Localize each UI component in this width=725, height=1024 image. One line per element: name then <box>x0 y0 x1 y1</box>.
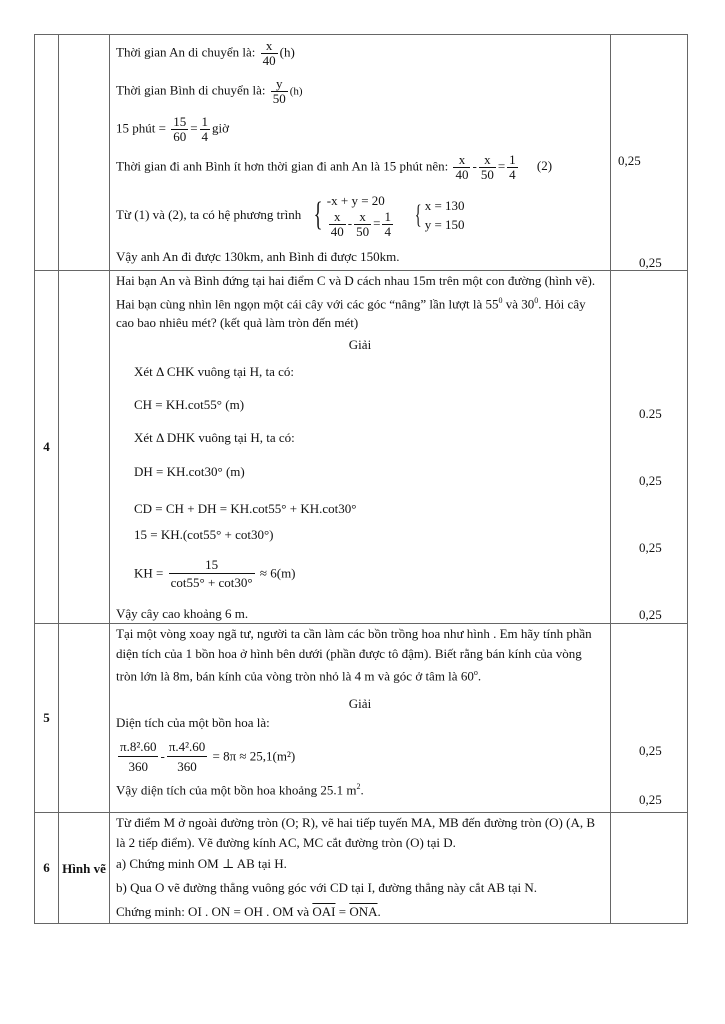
conclusion: Vậy cây cao khoảng 6 m. <box>116 606 249 621</box>
question-text: Hai bạn An và Bình đứng tại hai điểm C và D cách nhau 15m trên một con đường (hình vẽ). Hai bạn cùng nhìn lên ngọn một cái cây với các góc “nâng” lần lượt là $55^0$ và $30^0$. Hỏi cây cao bao nhiêu mét? (kết quả làm tròn đến mét) <box>116 273 596 331</box>
sub-label-cell <box>59 271 110 624</box>
solution-cell <box>110 624 611 813</box>
sub-label-cell <box>59 35 110 271</box>
fraction: $\frac{x}{40}$ <box>262 38 276 68</box>
step: Xét Δ DHK vuông tại H, ta có: <box>134 430 295 445</box>
left-brace-icon: { <box>314 196 324 233</box>
score-cell <box>611 624 688 813</box>
step-area-formula: $\frac{\text{π.8².60}}{360}$ - $\frac{\text{π.4².60}}{360}$ = 8π ≈ 25,1(m²) <box>120 739 296 774</box>
table-row <box>35 271 688 624</box>
score: 0,25 <box>639 743 662 758</box>
fraction: $\frac{1}{4}$ <box>509 152 516 182</box>
step: DH = KH.cot30° (m) <box>134 464 245 479</box>
score: 0,25 <box>639 255 662 270</box>
line-equation-2: Thời gian đi anh Bình ít hơn thời gian đi anh An là 15 phút nên: $\frac{x}{40}$ - $\frac{x}{50}$ = $\frac{1}{4}$ (2) <box>116 152 553 182</box>
line-15-minutes: 15 phút = $\frac{15}{60}$ = $\frac{1}{4}$ giờ <box>116 114 230 144</box>
score: 0,25 <box>639 792 662 807</box>
conclusion: Vậy diện tích của một bồn hoa khoảng 25.1 $m^2$. <box>116 782 364 798</box>
part-b: b) Qua O vẽ đường thẳng vuông góc với CD tại I, đường thẳng này cắt AB tại N. <box>116 880 538 895</box>
question-number: 5 <box>35 624 59 813</box>
table-row <box>35 35 688 271</box>
fraction: $\frac{15}{60}$ <box>173 114 187 144</box>
score: 0.25 <box>639 406 662 421</box>
fraction: $\frac{1}{4}$ <box>201 114 209 144</box>
part-c: Chứng minh: OI . ON = OH . OM và $\overline{OAI} = \overline{ONA}$. <box>116 904 381 919</box>
line-time-an: Thời gian An di chuyển là: $\frac{x}{40}$ (h) <box>116 38 295 68</box>
table-row <box>35 624 688 813</box>
score: 0,25 <box>639 473 662 488</box>
fraction: $\frac{x}{50}$ <box>480 152 494 182</box>
solution-heading: Giải <box>348 696 372 711</box>
answer-table <box>34 34 688 924</box>
step: CD = CH + DH = KH.cot55° + KH.cot30° <box>134 501 357 516</box>
solution-cell <box>110 271 611 624</box>
arc-angle: $\overline{ONA}$ <box>349 904 378 919</box>
system-2: x = 130 y = 150 <box>424 198 465 232</box>
step: 15 = KH.(cot55° + cot30°) <box>134 527 274 542</box>
left-brace-icon: { <box>415 200 422 229</box>
score: 0,25 <box>639 607 662 622</box>
question-text: Tại một vòng xoay ngã tư, người ta cần làm các bồn trồng hoa như hình . Em hãy tính phần diện tích của 1 bồn hoa ở hình bên dưới (phần được tô đậm). Biết rằng bán kính của vòng tròn lớn là 8m, bán kính của vòng tròn nhỏ là 4 m và góc ở tâm là 60$^o$. <box>116 626 592 684</box>
arc-angle: $\overline{OAI}$ <box>312 904 336 919</box>
score: 0,25 <box>639 540 662 555</box>
table-row <box>35 813 688 924</box>
line-conclusion: Vậy anh An đi được 130km, anh Bình đi được 150km. <box>116 249 400 264</box>
line-system: Từ (1) và (2), ta có hệ phương trình { -x + y = 20 $\frac{x}{40}$ - $\frac{x}{50}$ = $\frac{1}{4}$ { x = 130 y = 150 <box>116 193 465 239</box>
sub-label: Hình vẽ <box>59 813 110 924</box>
question-number-cell <box>35 35 59 271</box>
step: Xét Δ CHK vuông tại H, ta có: <box>134 364 295 379</box>
question-number: 4 <box>35 271 59 624</box>
question-text: Từ điểm M ở ngoài đường tròn (O; R), vẽ hai tiếp tuyến MA, MB đến đường tròn (O) (A, B là 2 tiếp điểm). Vẽ đường kính AC, MC cắt đường tròn (O) tại D. <box>116 815 596 850</box>
step: Diện tích của một bồn hoa là: <box>116 715 270 730</box>
sub-label-cell <box>59 624 110 813</box>
line-time-binh: Thời gian Bình di chuyển là: $\frac{y}{50}$ (h) <box>116 76 303 106</box>
fraction: $\frac{y}{50}$ <box>272 76 286 106</box>
score: 0,25 <box>618 153 641 168</box>
step-kh-formula: KH = $\frac{15}{\cot 55^\circ + \cot 30^\circ}$ ≈ 6(m) <box>134 557 296 590</box>
score-cell <box>611 271 688 624</box>
score-cell <box>611 35 688 271</box>
system-1: -x + y = 20 $\frac{x}{40}$ - $\frac{x}{50}$ = $\frac{1}{4}$ <box>326 193 391 239</box>
part-a: a) Chứng minh OM ⊥ AB tại H. <box>116 856 287 871</box>
question-number: 6 <box>35 813 59 924</box>
score-cell <box>611 813 688 924</box>
step: CH = KH.cot55° (m) <box>134 397 245 412</box>
solution-cell <box>110 35 611 271</box>
fraction: $\frac{x}{40}$ <box>455 152 469 182</box>
solution-cell <box>110 813 611 924</box>
solution-heading: Giải <box>348 337 372 352</box>
